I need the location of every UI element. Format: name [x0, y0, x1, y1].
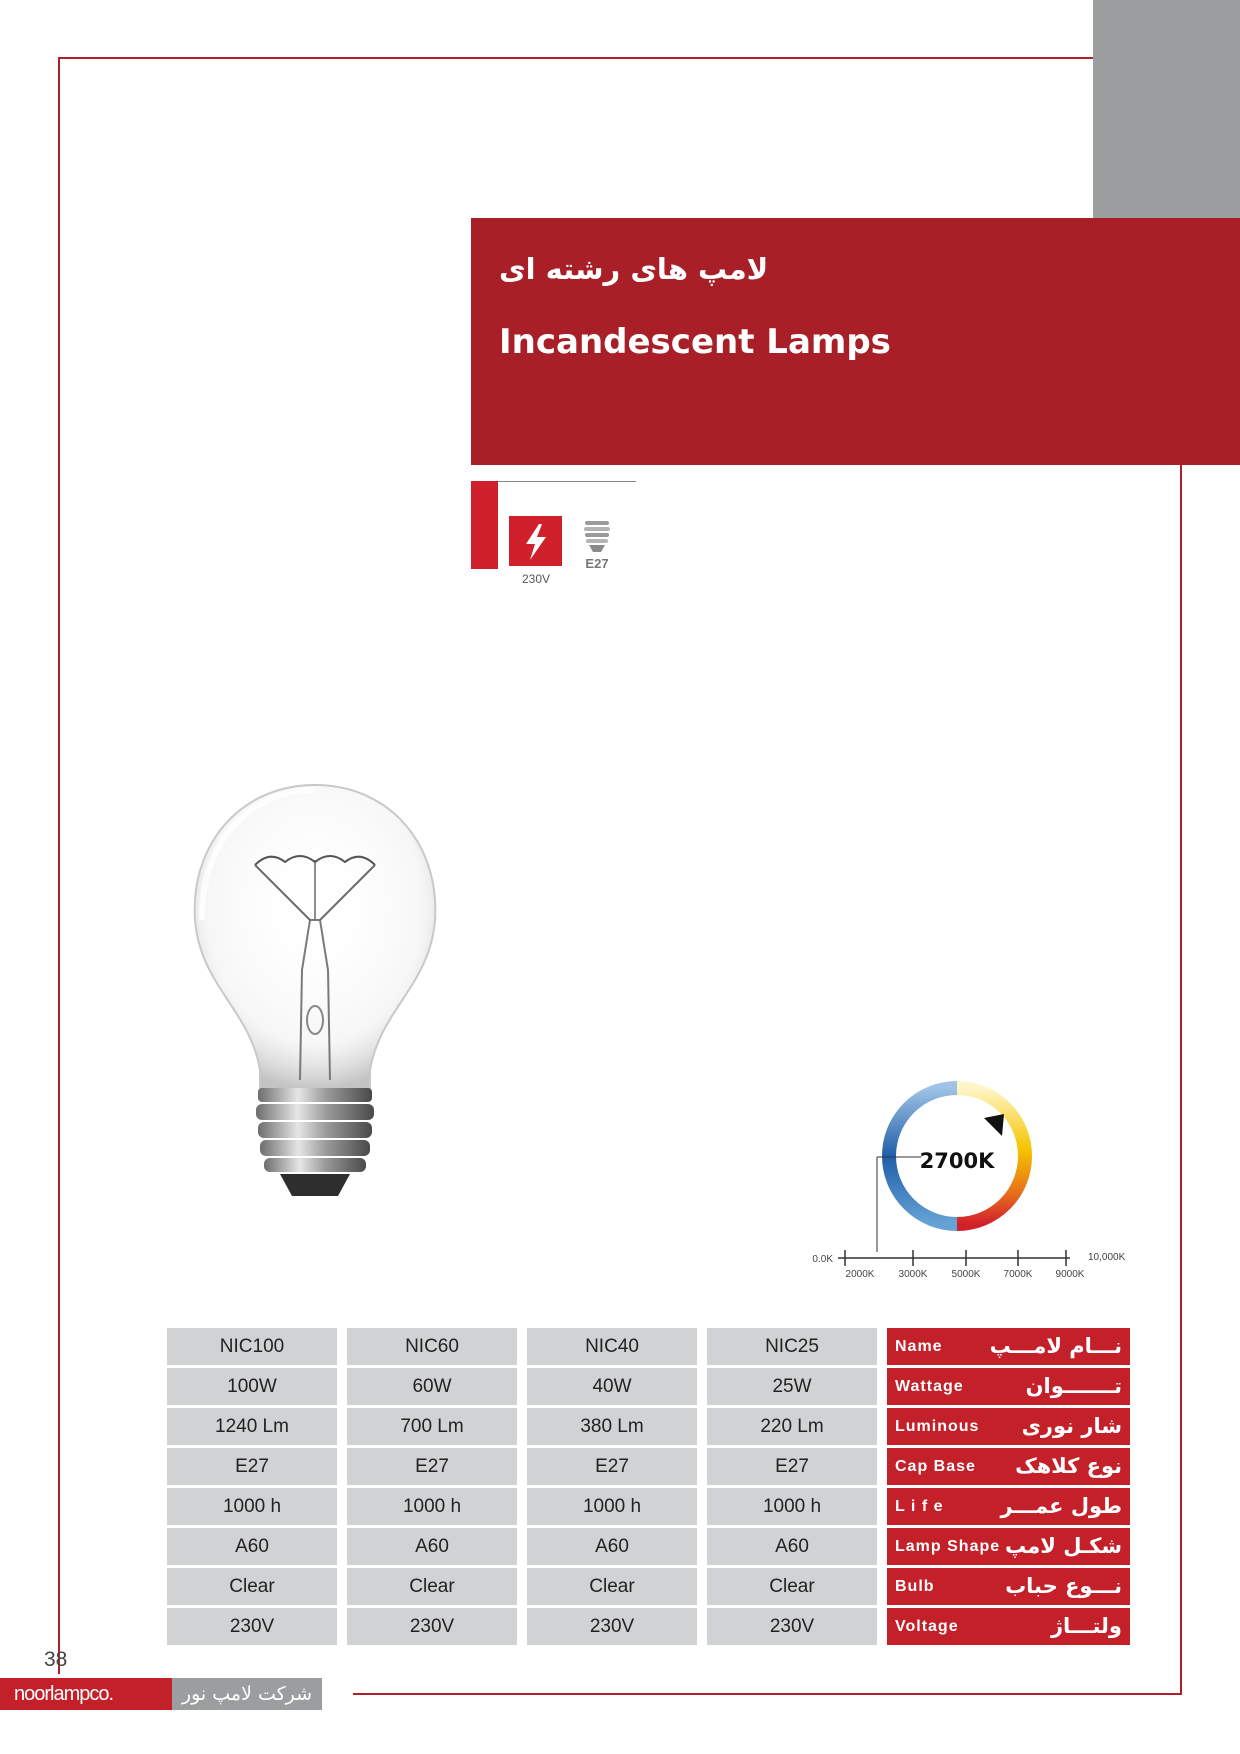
page-number: 38	[44, 1648, 68, 1671]
table-cell: 1000 h	[347, 1488, 517, 1525]
table-cell: 380 Lm	[527, 1408, 697, 1445]
table-cell: 1240 Lm	[167, 1408, 337, 1445]
row-label-fa: نـــام لامـــپ	[989, 1334, 1122, 1358]
scale-max-label: 10,000K	[1088, 1252, 1126, 1263]
logo-persian: شرکت لامپ نور	[172, 1678, 322, 1710]
row-label-en: Luminous	[895, 1418, 980, 1435]
row-label-en: Cap Base	[895, 1458, 976, 1475]
table-cell: 60W	[347, 1368, 517, 1405]
frame-left-line	[58, 57, 60, 1674]
voltage-label: 230V	[521, 572, 551, 586]
table-cell: E27	[527, 1448, 697, 1485]
table-cell: Clear	[527, 1568, 697, 1605]
table-cell: 1000 h	[167, 1488, 337, 1525]
table-cell: A60	[347, 1528, 517, 1565]
row-label-en: Lamp Shape	[895, 1538, 1001, 1555]
row-label-bulb	[887, 1568, 1130, 1605]
table-cell: 230V	[527, 1608, 697, 1645]
table-cell: 40W	[527, 1368, 697, 1405]
row-label-fa: شار نوری	[1021, 1414, 1122, 1438]
row-label-fa: تـــــــوان	[1025, 1374, 1122, 1398]
row-label-en: Wattage	[895, 1378, 964, 1395]
row-label-fa: ولتـــاژ	[1050, 1614, 1122, 1638]
base-label: E27	[585, 556, 609, 571]
scale-tick-label: 3000K	[898, 1269, 928, 1280]
row-label-fa: طول عمـــر	[1000, 1494, 1122, 1518]
table-cell: 230V	[707, 1608, 877, 1645]
table-cell: 25W	[707, 1368, 877, 1405]
scale-tick-label: 2000K	[845, 1269, 875, 1280]
table-cell: A60	[167, 1528, 337, 1565]
header-banner	[471, 218, 1240, 465]
table-cell: 1000 h	[707, 1488, 877, 1525]
row-label-wattage	[887, 1368, 1130, 1405]
row-label-fa: شکـل لامپ	[1005, 1534, 1122, 1558]
color-temperature-value: 2700K	[919, 1149, 995, 1173]
scale-tick-label: 9000K	[1055, 1269, 1085, 1280]
table-cell: 1000 h	[527, 1488, 697, 1525]
lightning-icon	[509, 516, 562, 566]
table-cell: Clear	[707, 1568, 877, 1605]
table-cell: E27	[167, 1448, 337, 1485]
table-cell: 230V	[347, 1608, 517, 1645]
table-cell: 700 Lm	[347, 1408, 517, 1445]
frame-bottom-line	[353, 1693, 1182, 1695]
incandescent-bulb-image	[180, 770, 450, 1220]
table-cell: Clear	[347, 1568, 517, 1605]
row-label-en: Bulb	[895, 1578, 935, 1595]
table-cell: E27	[707, 1448, 877, 1485]
table-cell: 220 Lm	[707, 1408, 877, 1445]
row-label-en: L i f e	[895, 1498, 944, 1515]
table-cell: A60	[707, 1528, 877, 1565]
title-english: Incandescent Lamps	[499, 322, 891, 362]
table-cell: E27	[347, 1448, 517, 1485]
row-label-cap-base	[887, 1448, 1130, 1485]
row-label-en: Voltage	[895, 1618, 959, 1635]
row-label-lamp-shape	[887, 1528, 1130, 1565]
spec-accent-bar	[471, 481, 498, 569]
table-cell: NIC25	[707, 1328, 877, 1365]
color-temperature-gauge	[800, 1070, 1140, 1290]
row-label-luminous	[887, 1408, 1130, 1445]
table-cell: NIC40	[527, 1328, 697, 1365]
row-label-life	[887, 1488, 1130, 1525]
row-label-fa: نـــوع حباب	[1005, 1574, 1122, 1598]
title-persian: لامپ های رشته ای	[499, 252, 769, 286]
scale-min-label: 0.0K	[812, 1254, 833, 1265]
e27-base-icon	[579, 519, 615, 555]
scale-tick-label: 7000K	[1003, 1269, 1033, 1280]
scale-tick-label: 5000K	[951, 1269, 981, 1280]
frame-right-line	[1180, 465, 1182, 1695]
company-logo	[0, 1678, 322, 1710]
frame-top-line	[58, 57, 1093, 59]
gray-corner-tab	[1093, 0, 1240, 218]
row-label-voltage	[887, 1608, 1130, 1645]
table-cell: NIC100	[167, 1328, 337, 1365]
spec-divider-line	[498, 481, 636, 482]
table-cell: Clear	[167, 1568, 337, 1605]
logo-english: noorlampco.	[0, 1678, 172, 1710]
row-label-en: Name	[895, 1338, 943, 1355]
table-cell: A60	[527, 1528, 697, 1565]
table-cell: NIC60	[347, 1328, 517, 1365]
table-cell: 100W	[167, 1368, 337, 1405]
table-cell: 230V	[167, 1608, 337, 1645]
row-label-name	[887, 1328, 1130, 1365]
row-label-fa: نوع کلاهک	[1015, 1454, 1122, 1478]
